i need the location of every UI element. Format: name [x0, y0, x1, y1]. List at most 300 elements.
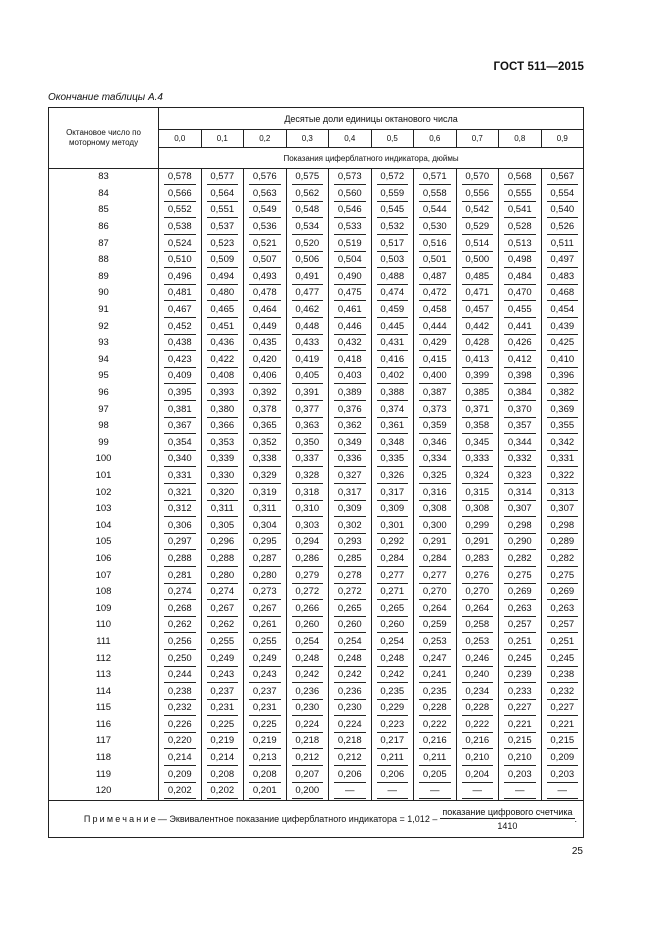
indicator-value: 0,332: [504, 451, 536, 467]
indicator-value: 0,398: [504, 368, 536, 384]
table-row: [49, 617, 584, 634]
octane-number: 83: [49, 169, 159, 186]
indicator-value: 0,496: [164, 269, 196, 285]
indicator-value: 0,570: [462, 169, 494, 185]
indicator-value: 0,238: [547, 667, 579, 683]
indicator-value: 0,541: [504, 202, 536, 218]
indicator-value: —: [419, 783, 451, 799]
indicator-value: 0,498: [504, 252, 536, 268]
column-header: 0,2: [244, 130, 287, 148]
indicator-value: 0,484: [504, 269, 536, 285]
indicator-value: 0,298: [504, 518, 536, 534]
indicator-value: 0,234: [462, 684, 494, 700]
indicator-value: 0,416: [377, 352, 409, 368]
indicator-value: 0,399: [462, 368, 494, 384]
indicator-value: 0,268: [164, 601, 196, 617]
indicator-value: 0,426: [504, 335, 536, 351]
indicator-value: 0,493: [249, 269, 281, 285]
octane-number: 84: [49, 186, 159, 203]
octane-number: 97: [49, 401, 159, 418]
indicator-value: 0,419: [292, 352, 324, 368]
indicator-value: 0,242: [334, 667, 366, 683]
indicator-value: 0,507: [249, 252, 281, 268]
indicator-value: 0,308: [462, 501, 494, 517]
indicator-value: 0,210: [462, 750, 494, 766]
octane-number: 103: [49, 501, 159, 518]
table-row: [49, 401, 584, 418]
octane-number: 112: [49, 650, 159, 667]
table-row: [49, 235, 584, 252]
table-row: [49, 517, 584, 534]
indicator-value: 0,406: [249, 368, 281, 384]
indicator-value: 0,265: [334, 601, 366, 617]
indicator-value: 0,439: [547, 319, 579, 335]
indicator-value: 0,222: [419, 717, 451, 733]
indicator-value: 0,248: [377, 651, 409, 667]
octane-number: 86: [49, 219, 159, 236]
indicator-value: 0,513: [504, 236, 536, 252]
indicator-value: 0,560: [334, 186, 366, 202]
indicator-value: 0,488: [377, 269, 409, 285]
indicator-value: 0,305: [207, 518, 239, 534]
indicator-value: 0,225: [207, 717, 239, 733]
indicator-value: 0,509: [207, 252, 239, 268]
indicator-value: 0,373: [419, 402, 451, 418]
indicator-value: 0,211: [419, 750, 451, 766]
column-header: 0,1: [201, 130, 244, 148]
indicator-value: 0,289: [547, 534, 579, 550]
indicator-value: 0,540: [547, 202, 579, 218]
indicator-value: 0,451: [207, 319, 239, 335]
indicator-value: 0,297: [164, 534, 196, 550]
octane-number: 107: [49, 567, 159, 584]
indicator-value: 0,275: [547, 568, 579, 584]
indicator-value: 0,260: [334, 617, 366, 633]
indicator-value: 0,327: [334, 468, 366, 484]
indicator-value: 0,387: [419, 385, 451, 401]
indicator-value: 0,319: [249, 485, 281, 501]
column-header: 0,8: [499, 130, 542, 148]
indicator-value: 0,526: [547, 219, 579, 235]
octane-number: 113: [49, 667, 159, 684]
indicator-value: —: [377, 783, 409, 799]
indicator-value: 0,242: [292, 667, 324, 683]
indicator-value: 0,441: [504, 319, 536, 335]
indicator-value: 0,462: [292, 302, 324, 318]
indicator-value: 0,208: [249, 767, 281, 783]
indicator-value: 0,474: [377, 285, 409, 301]
indicator-value: 0,552: [164, 202, 196, 218]
table-row: [49, 683, 584, 700]
table-row: [49, 501, 584, 518]
indicator-value: 0,465: [207, 302, 239, 318]
indicator-value: 0,563: [249, 186, 281, 202]
indicator-value: 0,400: [419, 368, 451, 384]
octane-number: 92: [49, 318, 159, 335]
indicator-value: 0,260: [377, 617, 409, 633]
indicator-value: 0,235: [377, 684, 409, 700]
indicator-value: 0,520: [292, 236, 324, 252]
group-header: Десятые доли единицы октанового числа: [159, 108, 584, 130]
indicator-value: 0,273: [249, 584, 281, 600]
octane-number: 108: [49, 584, 159, 601]
indicator-value: 0,299: [462, 518, 494, 534]
indicator-value: 0,511: [547, 236, 579, 252]
indicator-value: 0,408: [207, 368, 239, 384]
indicator-value: 0,571: [419, 169, 451, 185]
indicator-value: 0,331: [164, 468, 196, 484]
indicator-value: 0,226: [164, 717, 196, 733]
indicator-value: 0,575: [292, 169, 324, 185]
indicator-value: 0,270: [419, 584, 451, 600]
table-body: [49, 169, 584, 801]
octane-number: 87: [49, 235, 159, 252]
indicator-value: 0,524: [164, 236, 196, 252]
standard-number: ГОСТ 511—2015: [493, 61, 584, 73]
indicator-value: 0,546: [334, 202, 366, 218]
indicator-value: 0,337: [292, 451, 324, 467]
column-header: 0,9: [541, 130, 584, 148]
indicator-value: 0,254: [292, 634, 324, 650]
octane-number: 98: [49, 418, 159, 435]
indicator-value: 0,206: [377, 767, 409, 783]
note-label: Примечание: [83, 813, 158, 824]
indicator-value: 0,494: [207, 269, 239, 285]
indicator-value: 0,261: [249, 617, 281, 633]
indicator-value: 0,345: [462, 435, 494, 451]
indicator-value: 0,320: [207, 485, 239, 501]
indicator-value: 0,295: [249, 534, 281, 550]
indicator-value: 0,352: [249, 435, 281, 451]
indicator-value: 0,480: [207, 285, 239, 301]
table-row: [49, 700, 584, 717]
indicator-value: —: [547, 783, 579, 799]
indicator-value: 0,307: [504, 501, 536, 517]
indicator-value: 0,247: [419, 651, 451, 667]
indicator-value: 0,340: [164, 451, 196, 467]
indicator-value: 0,533: [334, 219, 366, 235]
indicator-value: —: [462, 783, 494, 799]
indicator-value: 0,573: [334, 169, 366, 185]
indicator-value: 0,442: [462, 319, 494, 335]
indicator-value: 0,532: [377, 219, 409, 235]
indicator-value: 0,506: [292, 252, 324, 268]
table-row: [49, 285, 584, 302]
indicator-value: 0,292: [377, 534, 409, 550]
indicator-value: 0,562: [292, 186, 324, 202]
indicator-value: 0,325: [419, 468, 451, 484]
indicator-value: 0,282: [547, 551, 579, 567]
indicator-value: 0,248: [292, 651, 324, 667]
indicator-value: 0,223: [377, 717, 409, 733]
indicator-value: 0,566: [164, 186, 196, 202]
indicator-value: 0,233: [504, 684, 536, 700]
indicator-value: 0,334: [419, 451, 451, 467]
octane-number: 88: [49, 252, 159, 269]
indicator-value: 0,381: [164, 402, 196, 418]
indicator-value: —: [504, 783, 536, 799]
indicator-value: 0,300: [419, 518, 451, 534]
indicator-value: 0,235: [419, 684, 451, 700]
indicator-value: 0,446: [334, 319, 366, 335]
indicator-value: 0,534: [292, 219, 324, 235]
indicator-value: 0,264: [462, 601, 494, 617]
indicator-value: 0,214: [207, 750, 239, 766]
indicator-value: 0,310: [292, 501, 324, 517]
indicator-value: 0,422: [207, 352, 239, 368]
indicator-value: 0,318: [292, 485, 324, 501]
indicator-value: 0,271: [377, 584, 409, 600]
indicator-value: 0,296: [207, 534, 239, 550]
indicator-value: 0,335: [377, 451, 409, 467]
indicator-value: 0,236: [292, 684, 324, 700]
indicator-value: 0,487: [419, 269, 451, 285]
indicator-value: 0,278: [334, 568, 366, 584]
indicator-value: 0,224: [334, 717, 366, 733]
indicator-value: 0,517: [377, 236, 409, 252]
indicator-value: 0,277: [419, 568, 451, 584]
indicator-value: 0,267: [207, 601, 239, 617]
indicator-value: 0,481: [164, 285, 196, 301]
indicator-value: 0,287: [249, 551, 281, 567]
indicator-value: 0,249: [249, 651, 281, 667]
indicator-value: 0,266: [292, 601, 324, 617]
indicator-value: 0,432: [334, 335, 366, 351]
conversion-table: [48, 107, 584, 838]
indicator-value: 0,250: [164, 651, 196, 667]
indicator-value: 0,530: [419, 219, 451, 235]
octane-number: 104: [49, 517, 159, 534]
octane-number: 118: [49, 750, 159, 767]
indicator-value: 0,291: [462, 534, 494, 550]
indicator-value: 0,392: [249, 385, 281, 401]
indicator-value: 0,423: [164, 352, 196, 368]
indicator-value: 0,409: [164, 368, 196, 384]
indicator-value: 0,568: [504, 169, 536, 185]
indicator-value: 0,239: [504, 667, 536, 683]
indicator-value: 0,501: [419, 252, 451, 268]
indicator-value: 0,285: [334, 551, 366, 567]
indicator-value: 0,244: [164, 667, 196, 683]
octane-number: 99: [49, 435, 159, 452]
indicator-value: 0,263: [504, 601, 536, 617]
indicator-value: 0,572: [377, 169, 409, 185]
indicator-value: 0,243: [249, 667, 281, 683]
table-row: [49, 302, 584, 319]
indicator-value: 0,270: [462, 584, 494, 600]
table-row: [49, 584, 584, 601]
indicator-value: 0,281: [164, 568, 196, 584]
table-row: [49, 650, 584, 667]
indicator-value: 0,485: [462, 269, 494, 285]
note-text: — Эквивалентное показание циферблатного индикатора = 1,012 –: [157, 813, 438, 824]
indicator-value: 0,282: [504, 551, 536, 567]
indicator-value: 0,219: [207, 733, 239, 749]
table-row: [49, 484, 584, 501]
octane-number: 101: [49, 468, 159, 485]
indicator-value: 0,395: [164, 385, 196, 401]
indicator-value: 0,544: [419, 202, 451, 218]
indicator-value: 0,213: [249, 750, 281, 766]
indicator-value: 0,324: [462, 468, 494, 484]
indicator-value: 0,315: [462, 485, 494, 501]
indicator-value: 0,245: [547, 651, 579, 667]
indicator-value: 0,286: [292, 551, 324, 567]
indicator-value: 0,452: [164, 319, 196, 335]
octane-number: 119: [49, 766, 159, 783]
column-header: 0,3: [286, 130, 329, 148]
indicator-value: 0,205: [419, 767, 451, 783]
octane-number: 102: [49, 484, 159, 501]
indicator-value: 0,457: [462, 302, 494, 318]
indicator-value: 0,269: [547, 584, 579, 600]
indicator-value: 0,491: [292, 269, 324, 285]
octane-number: 85: [49, 202, 159, 219]
indicator-value: 0,455: [504, 302, 536, 318]
table-header: [49, 108, 584, 169]
indicator-value: 0,461: [334, 302, 366, 318]
indicator-value: 0,309: [377, 501, 409, 517]
indicator-value: 0,202: [164, 783, 196, 799]
table-row: [49, 733, 584, 750]
column-header: 0,5: [371, 130, 414, 148]
indicator-value: 0,367: [164, 418, 196, 434]
column-header: 0,7: [456, 130, 499, 148]
indicator-value: 0,382: [547, 385, 579, 401]
unit-header: Показания циферблатного индикатора, дюймы: [159, 148, 584, 169]
indicator-value: 0,350: [292, 435, 324, 451]
indicator-value: 0,467: [164, 302, 196, 318]
indicator-value: 0,221: [504, 717, 536, 733]
table-row: [49, 783, 584, 800]
indicator-value: 0,236: [334, 684, 366, 700]
indicator-value: 0,208: [207, 767, 239, 783]
indicator-value: 0,353: [207, 435, 239, 451]
indicator-value: 0,272: [292, 584, 324, 600]
indicator-value: 0,523: [207, 236, 239, 252]
indicator-value: 0,263: [547, 601, 579, 617]
indicator-value: 0,369: [547, 402, 579, 418]
indicator-value: 0,240: [462, 667, 494, 683]
indicator-value: 0,312: [164, 501, 196, 517]
octane-number: 91: [49, 302, 159, 319]
indicator-value: 0,338: [249, 451, 281, 467]
indicator-value: 0,309: [334, 501, 366, 517]
octane-number: 93: [49, 335, 159, 352]
indicator-value: 0,529: [462, 219, 494, 235]
indicator-value: 0,374: [377, 402, 409, 418]
indicator-value: 0,210: [504, 750, 536, 766]
indicator-value: 0,514: [462, 236, 494, 252]
note-end: .: [574, 813, 578, 824]
indicator-value: 0,260: [292, 617, 324, 633]
indicator-value: 0,298: [547, 518, 579, 534]
indicator-value: 0,519: [334, 236, 366, 252]
indicator-value: 0,249: [207, 651, 239, 667]
indicator-value: 0,206: [334, 767, 366, 783]
indicator-value: 0,293: [334, 534, 366, 550]
indicator-value: 0,216: [419, 733, 451, 749]
indicator-value: 0,280: [207, 568, 239, 584]
indicator-value: 0,216: [462, 733, 494, 749]
indicator-value: 0,357: [504, 418, 536, 434]
indicator-value: 0,322: [547, 468, 579, 484]
indicator-value: 0,389: [334, 385, 366, 401]
indicator-value: 0,311: [249, 501, 281, 517]
indicator-value: 0,222: [462, 717, 494, 733]
indicator-value: 0,228: [419, 700, 451, 716]
indicator-value: 0,354: [164, 435, 196, 451]
indicator-value: 0,308: [419, 501, 451, 517]
column-header: 0,6: [414, 130, 457, 148]
indicator-value: 0,200: [292, 783, 324, 799]
indicator-value: 0,438: [164, 335, 196, 351]
octane-number: 89: [49, 269, 159, 286]
indicator-value: 0,304: [249, 518, 281, 534]
indicator-value: 0,339: [207, 451, 239, 467]
indicator-value: 0,542: [462, 202, 494, 218]
indicator-value: 0,209: [164, 767, 196, 783]
octane-number: 116: [49, 717, 159, 734]
indicator-value: 0,378: [249, 402, 281, 418]
table-row: [49, 750, 584, 767]
table-row: [49, 335, 584, 352]
table-row: [49, 318, 584, 335]
indicator-value: 0,202: [207, 783, 239, 799]
indicator-value: 0,516: [419, 236, 451, 252]
indicator-value: 0,224: [292, 717, 324, 733]
indicator-value: 0,254: [377, 634, 409, 650]
table-row: [49, 717, 584, 734]
indicator-value: 0,212: [292, 750, 324, 766]
octane-number: 111: [49, 634, 159, 651]
indicator-value: 0,333: [462, 451, 494, 467]
table-row: [49, 368, 584, 385]
table-row: [49, 667, 584, 684]
indicator-value: 0,403: [334, 368, 366, 384]
indicator-value: 0,275: [504, 568, 536, 584]
indicator-value: 0,218: [292, 733, 324, 749]
indicator-value: 0,384: [504, 385, 536, 401]
indicator-value: 0,229: [377, 700, 409, 716]
indicator-value: 0,521: [249, 236, 281, 252]
octane-number: 114: [49, 683, 159, 700]
table-row: [49, 219, 584, 236]
indicator-value: 0,321: [164, 485, 196, 501]
indicator-value: 0,259: [419, 617, 451, 633]
table-note: [49, 800, 584, 837]
indicator-value: 0,436: [207, 335, 239, 351]
indicator-value: 0,425: [547, 335, 579, 351]
indicator-value: 0,302: [334, 518, 366, 534]
indicator-value: 0,577: [207, 169, 239, 185]
indicator-value: 0,243: [207, 667, 239, 683]
indicator-value: 0,545: [377, 202, 409, 218]
indicator-value: 0,214: [164, 750, 196, 766]
indicator-value: 0,420: [249, 352, 281, 368]
indicator-value: 0,212: [334, 750, 366, 766]
octane-number: 109: [49, 600, 159, 617]
formula-denominator: 1410: [497, 820, 518, 831]
indicator-value: 0,464: [249, 302, 281, 318]
indicator-value: 0,551: [207, 202, 239, 218]
table-row: [49, 252, 584, 269]
indicator-value: 0,242: [377, 667, 409, 683]
indicator-value: 0,490: [334, 269, 366, 285]
indicator-value: —: [334, 783, 366, 799]
indicator-value: 0,380: [207, 402, 239, 418]
indicator-value: 0,454: [547, 302, 579, 318]
